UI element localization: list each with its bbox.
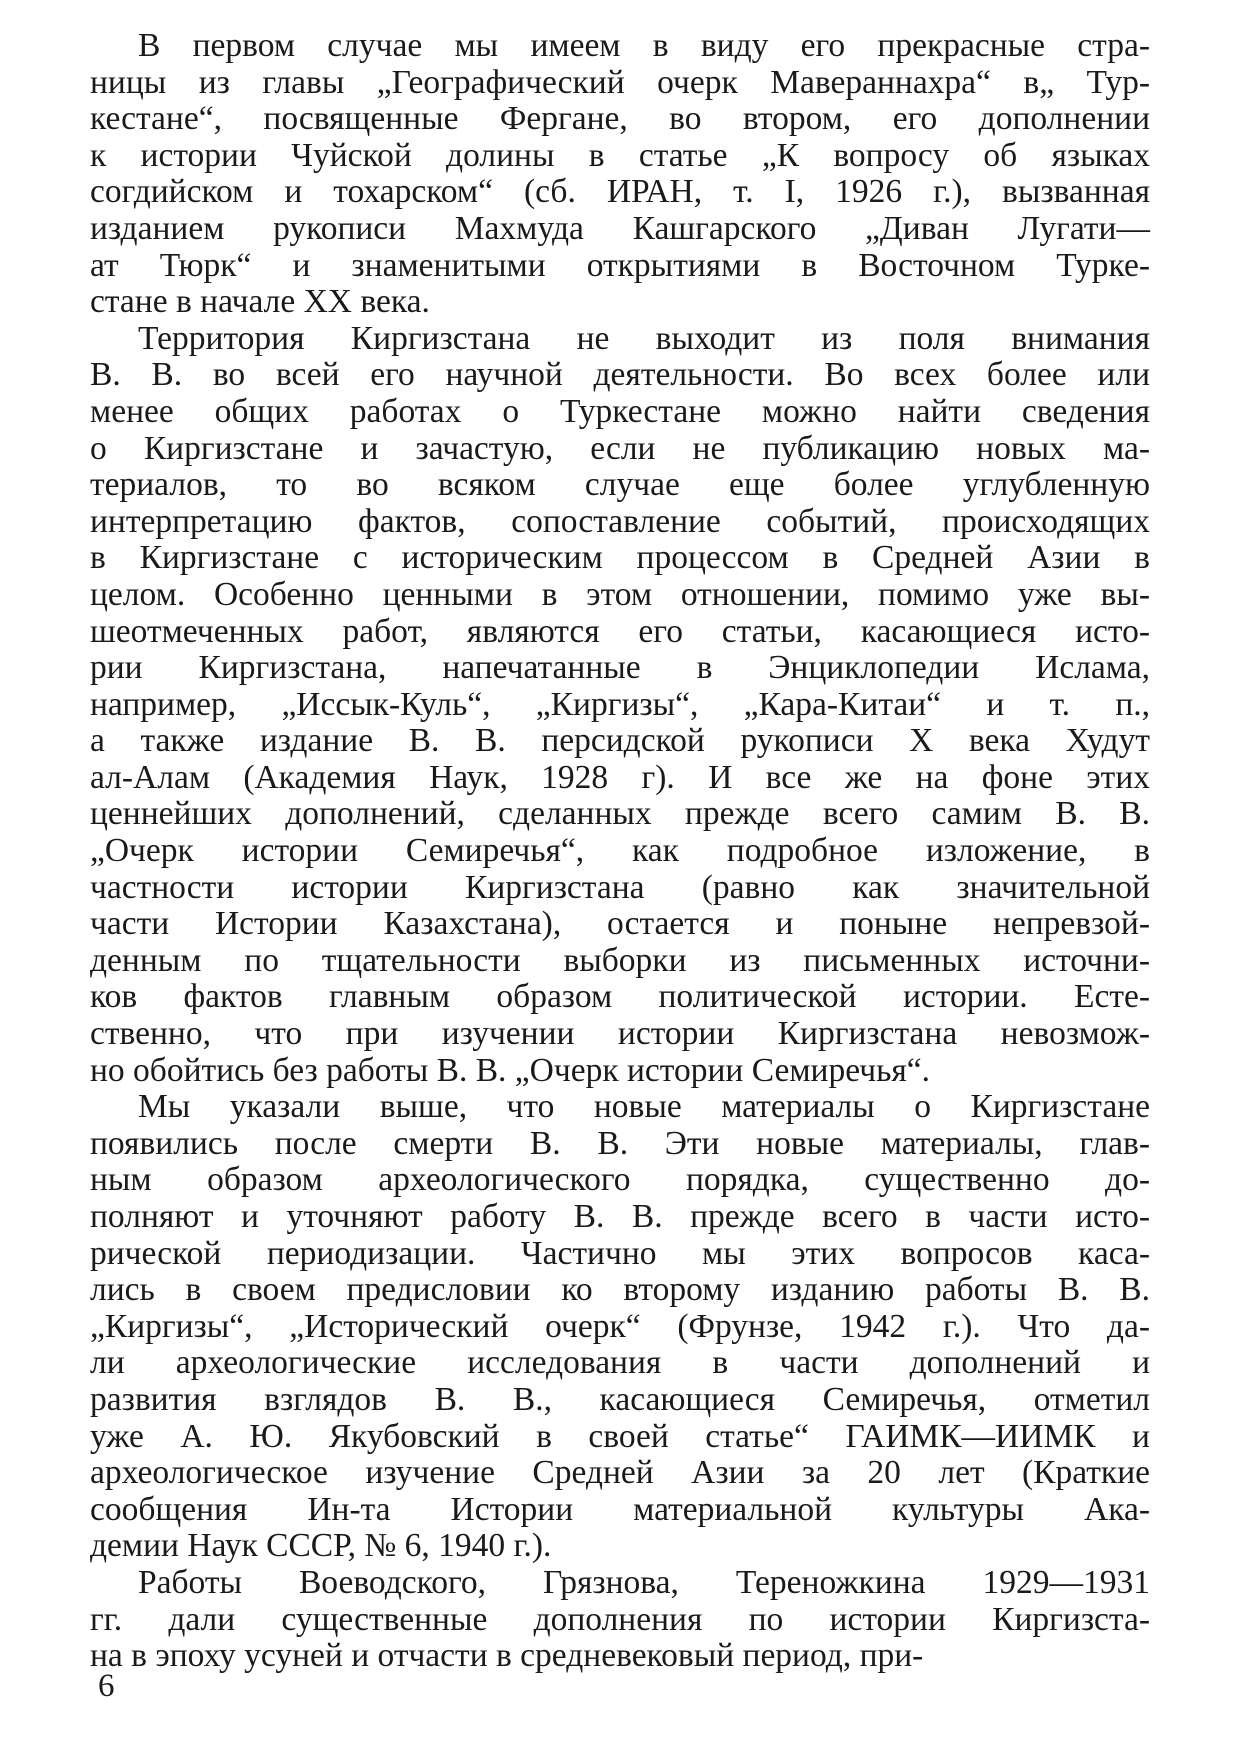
text-line: развития взглядов В. В., касающиеся Семиречья, отметил: [90, 1380, 1150, 1418]
paragraph: [90, 321, 1150, 1089]
text-line: шеотмеченных работ, являются его статьи, касающиеся исто-: [90, 612, 1150, 650]
page-number: 6: [98, 1668, 115, 1704]
text-line: интерпретацию фактов, сопоставление событий, происходящих: [90, 502, 1150, 540]
text-line: стане в начале XX века.: [90, 283, 430, 321]
text-line: териалов, то во всяком случае еще более углубленную: [90, 466, 1150, 504]
text-line: сообщения Ин-та Истории материальной культуры Ака-: [90, 1490, 1150, 1528]
text-line: Работы Воеводского, Грязнова, Тереножкина 1929—1931: [138, 1563, 1150, 1601]
text-line: но обойтись без работы В. В. „Очерк истории Семиречья“.: [90, 1051, 931, 1089]
text-line: уже А. Ю. Якубовский в своей статье“ ГАИМК—ИИМК и: [90, 1417, 1150, 1455]
text-line: на в эпоху усуней и отчасти в средневековый период, при-: [90, 1637, 924, 1675]
text-line: археологическое изучение Средней Азии за 20 лет (Краткие: [90, 1454, 1150, 1492]
document-page: [90, 28, 1150, 1675]
text-line: В. В. во всей его научной деятельности. Во всех более или: [90, 356, 1150, 394]
text-line: целом. Особенно ценными в этом отношении, помимо уже вы-: [90, 575, 1150, 613]
text-line: „Киргизы“, „Исторический очерк“ (Фрунзе, 1942 г.). Что да-: [90, 1307, 1150, 1345]
text-line: лись в своем предисловии ко второму изданию работы В. В.: [90, 1271, 1150, 1309]
text-line: Мы указали выше, что новые материалы о Киргизстане: [138, 1088, 1150, 1126]
text-line: ат Тюрк“ и знаменитыми открытиями в Восточном Турке-: [90, 246, 1150, 284]
text-line: гг. дали существенные дополнения по истории Киргизста-: [90, 1600, 1150, 1638]
text-line: появились после смерти В. В. Эти новые материалы, глав-: [90, 1124, 1150, 1162]
text-line: Территория Киргизстана не выходит из поля внимания: [138, 319, 1150, 357]
paragraph: [90, 1565, 1150, 1675]
text-line: ценнейших дополнений, сделанных прежде всего самим В. В.: [90, 795, 1150, 833]
text-line: о Киргизстане и зачастую, если не публикацию новых ма-: [90, 429, 1150, 467]
text-line: частности истории Киргизстана (равно как значительной: [90, 868, 1150, 906]
text-line: например, „Иссык-Куль“, „Киргизы“, „Кара-Китаи“ и т. п.,: [90, 685, 1150, 723]
text-line: ным образом археологического порядка, существенно до-: [90, 1161, 1150, 1199]
text-line: к истории Чуйской долины в статье „К вопросу об языках: [90, 136, 1150, 174]
text-line: ственно, что при изучении истории Киргизстана невозмож-: [90, 1015, 1150, 1053]
text-line: изданием рукописи Махмуда Кашгарского „Диван Лугати—: [90, 209, 1150, 247]
text-line: согдийском и тохарском“ (сб. ИРАН, т. I, 1926 г.), вызванная: [90, 173, 1150, 211]
text-line: ков фактов главным образом политической истории. Есте-: [90, 978, 1150, 1016]
text-line: В первом случае мы имеем в виду его прекрасные стра-: [138, 27, 1150, 64]
text-line: кестане“, посвященные Фергане, во втором, его дополнении: [90, 100, 1150, 138]
paragraph: [90, 28, 1150, 321]
text-line: полняют и уточняют работу В. В. прежде всего в части исто-: [90, 1198, 1150, 1235]
text-line: в Киргизстане с историческим процессом в Средней Азии в: [90, 539, 1150, 577]
text-line: рической периодизации. Частично мы этих вопросов каса-: [90, 1234, 1150, 1272]
text-line: менее общих работах о Туркестане можно найти сведения: [90, 392, 1150, 430]
body-text: [90, 28, 1150, 1675]
text-line: части Истории Казахстана), остается и поныне непревзой-: [90, 905, 1150, 943]
text-line: ли археологические исследования в части дополнений и: [90, 1344, 1150, 1382]
text-line: ницы из главы „Географический очерк Мавераннахра“ в„ Тур-: [90, 63, 1150, 101]
text-line: а также издание В. В. персидской рукописи X века Худут: [90, 722, 1150, 760]
text-line: ал-Алам (Академия Наук, 1928 г). И все же на фоне этих: [90, 758, 1150, 796]
text-line: демии Наук СССР, № 6, 1940 г.).: [90, 1527, 552, 1565]
paragraph: [90, 1089, 1150, 1565]
text-line: рии Киргизстана, напечатанные в Энциклопедии Ислама,: [90, 649, 1150, 687]
text-line: „Очерк истории Семиречья“, как подробное изложение, в: [90, 832, 1150, 870]
text-line: денным по тщательности выборки из письменных источни-: [90, 941, 1150, 979]
